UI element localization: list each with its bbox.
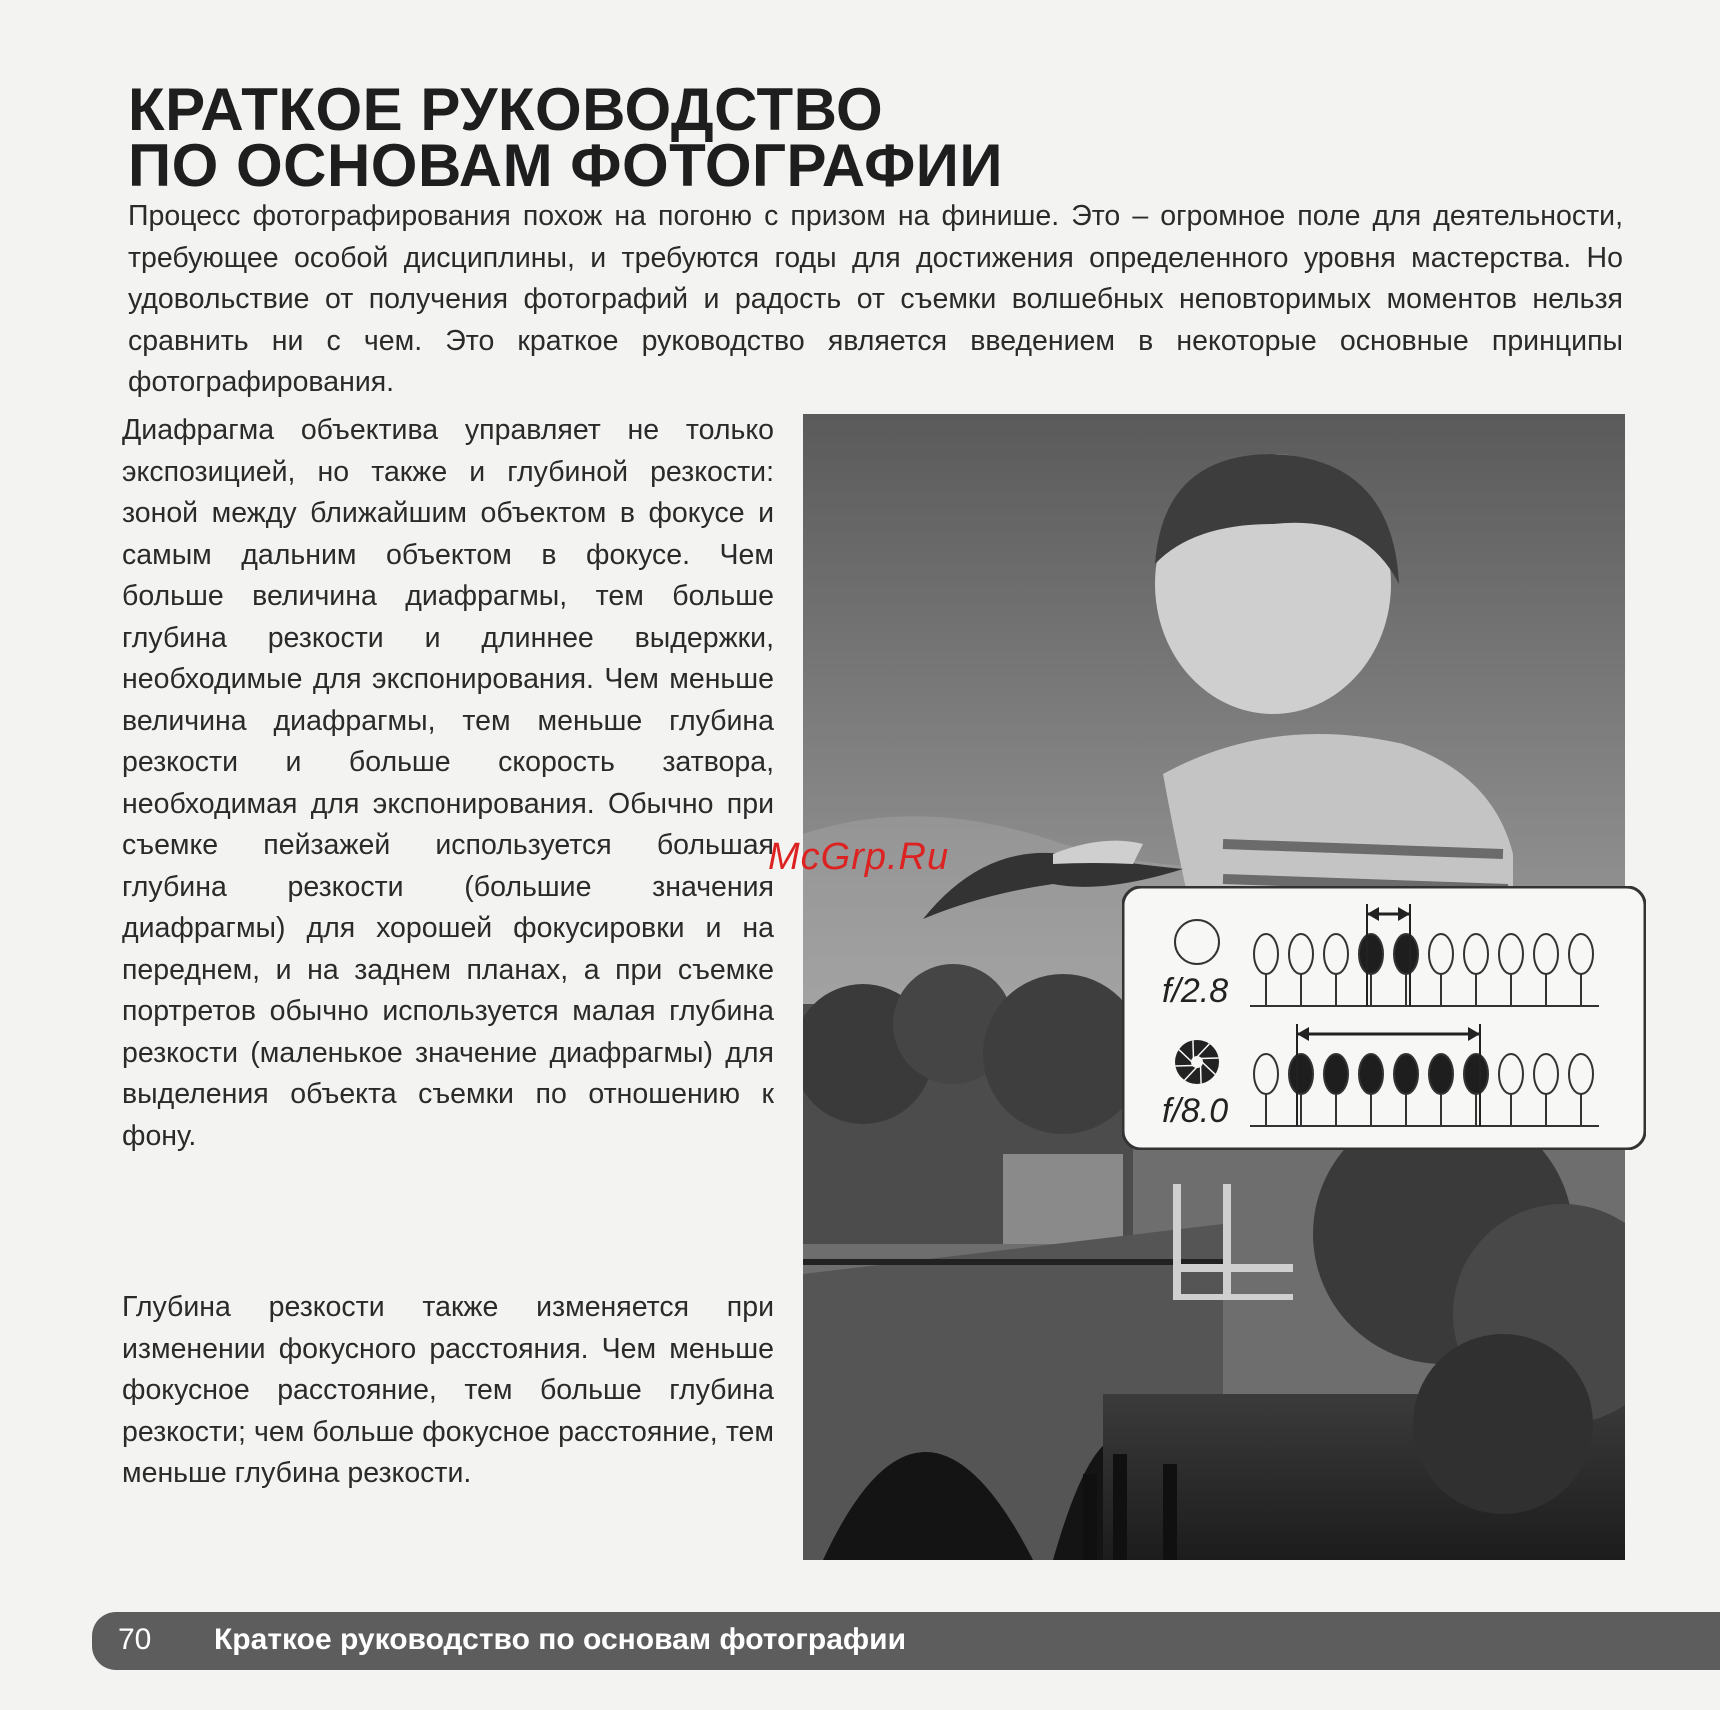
- closed-aperture-icon: [1175, 1040, 1219, 1084]
- intro-paragraph: Процесс фотографирования похож на погоню с призом на финише. Это – огромное поле для деятельности, требующее особой дисциплины, и требуются годы для достижения определенного уровня мастерства. Но удовольствие от получения фотографий и радость от съемки волшебных неповторимых моментов нельзя сравнить ни с чем. Это краткое руководство является введением в некоторые основные принципы фотографирования.: [128, 200, 1623, 398]
- aperture-label-2: f/8.0: [1162, 1092, 1229, 1130]
- page-title-line2: ПО ОСНОВАМ ФОТОГРАФИИ: [128, 132, 1004, 199]
- depth-of-field-diagram: [1122, 886, 1646, 1150]
- aperture-label-1: f/2.8: [1162, 972, 1229, 1010]
- aperture-paragraph: Диафрагма объектива управляет не только экспозицией, но также и глубиной резкости: зоной между ближайшим объектом в фокусе и самым дальним объектом в фокусе. Чем больше величина диафрагмы, тем больше глубина резкости и длиннее выдержки, необходимые для экспонирования. Чем меньше величина диафрагмы, тем меньше глубина резкости и больше скорость затвора, необходимая для экспонирования. Обычно при съемке пейзажей используется большая глубина резкости (большие значения диафрагмы) для хорошей фокусировки и на переднем, и на заднем планах, а при съемке портретов обычно используется малая глубина резкости (маленькое значение диафрагмы) для выделения объекта съемки по отношению к фону.: [122, 414, 774, 1152]
- page-title-line1: КРАТКОЕ РУКОВОДСТВО: [128, 76, 884, 143]
- footer-section-title: Краткое руководство по основам фотографии: [214, 1623, 907, 1656]
- focal-length-paragraph: Глубина резкости также изменяется при изменении фокусного расстояния. Чем меньше фокусное расстояние, тем больше глубина резкости; чем больше фокусное расстояние, тем меньше глубина резкости.: [122, 1291, 774, 1489]
- page-number: 70: [118, 1623, 152, 1656]
- watermark: McGrp.Ru: [768, 836, 950, 878]
- page-title: [128, 76, 1128, 199]
